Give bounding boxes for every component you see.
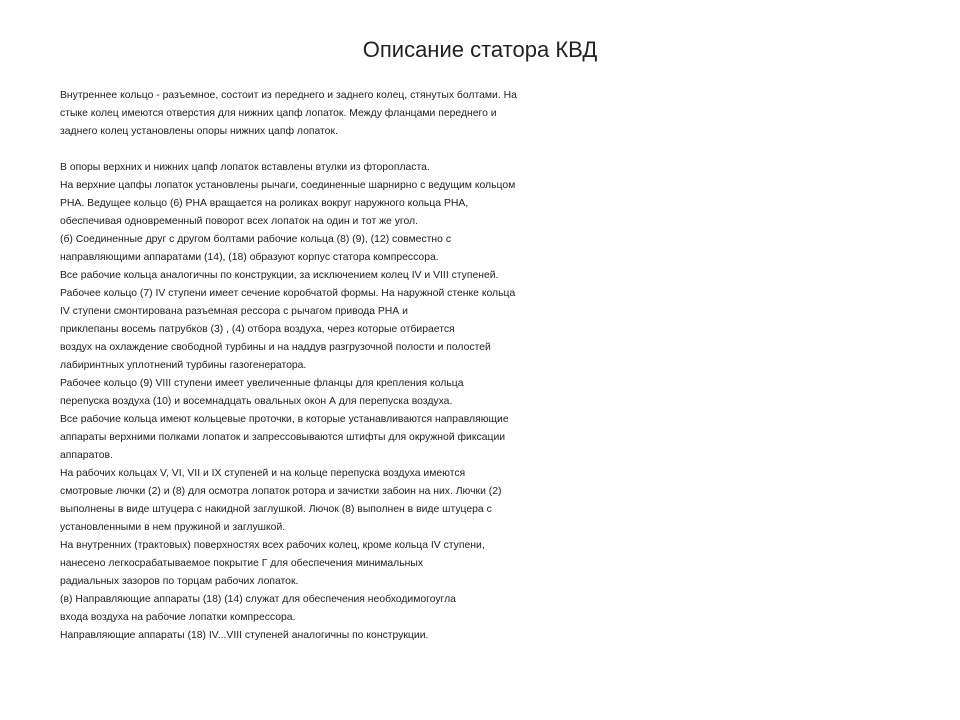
body-line: выполнены в виде штуцера с накидной заглушкой. Лючок (8) выполнен в виде штуцера с [60, 504, 492, 515]
body-line: перепуска воздуха (10) и восемнадцать овальных окон А для перепуска воздуха. [60, 396, 453, 407]
paragraph-spacer [60, 141, 660, 159]
body-line: обеспечивая одновременный поворот всех лопаток на один и тот же угол. [60, 216, 418, 227]
body-line: Направляющие аппараты (18) IV...VIII ступеней аналогичны по конструкции. [60, 630, 429, 641]
body-line: воздух на охлаждение свободной турбины и на наддув разгрузочной полости и полостей [60, 342, 491, 353]
body-line: приклепаны восемь патрубков (3) , (4) отбора воздуха, через которые отбирается [60, 324, 455, 335]
body-line: Рабочее кольцо (9) VIII ступени имеет увеличенные фланцы для крепления кольца [60, 378, 464, 389]
body-line: направляющими аппаратами (14), (18) образуют корпус статора компрессора. [60, 252, 439, 263]
body-line: На внутренних (трактовых) поверхностях всех рабочих колец, кроме кольца IV ступени, [60, 540, 485, 551]
body-line: РНА. Ведущее кольцо (6) РНА вращается на роликах вокруг наружного кольца РНА, [60, 198, 469, 209]
body-line: аппараты верхними полками лопаток и запрессовываются штифты для окружной фиксации [60, 432, 506, 443]
body-line: Все рабочие кольца аналогичны по конструкции, за исключением колец IV и VIII ступеней. [60, 270, 499, 281]
slide-body-text [60, 87, 660, 645]
body-line: В опоры верхних и нижних цапф лопаток вставлены втулки из фторопласта. [60, 162, 430, 173]
body-line: стыке колец имеются отверстия для нижних цапф лопаток. Между фланцами переднего и [60, 108, 497, 119]
body-line: На верхние цапфы лопаток установлены рычаги, соединенные шарнирно с ведущим кольцом [60, 180, 516, 191]
body-line: (б) Соединенные друг с другом болтами рабочие кольца (8) (9), (12) совместно с [60, 234, 452, 245]
body-line: Рабочее кольцо (7) IV ступени имеет сечение коробчатой формы. На наружной стенке кольца [60, 288, 516, 299]
body-line: смотровые лючки (2) и (8) для осмотра лопаток ротора и зачистки забоин на них. Лючки (2) [60, 486, 502, 497]
body-line: На рабочих кольцах V, VI, VII и IX ступеней и на кольце перепуска воздуха имеются [60, 468, 466, 479]
body-line: IV ступени смонтирована разъемная рессора с рычагом привода РНА и [60, 306, 408, 317]
body-line: лабиринтных уплотнений турбины газогенератора. [60, 360, 307, 371]
body-line: радиальных зазоров по торцам рабочих лопаток. [60, 576, 299, 587]
body-line: аппаратов. [60, 450, 113, 461]
body-line: Все рабочие кольца имеют кольцевые проточки, в которые устанавливаются направляющие [60, 414, 509, 425]
body-line: нанесено легкосрабатываемое покрытие Г для обеспечения минимальных [60, 558, 424, 569]
body-line: входа воздуха на рабочие лопатки компрессора. [60, 612, 296, 623]
body-line: (в) Направляющие аппараты (18) (14) служат для обеспечения необходимогоугла [60, 594, 456, 605]
body-line: заднего колец установлены опоры нижних цапф лопаток. [60, 126, 338, 137]
body-line: Внутреннее кольцо - разъемное, состоит из переднего и заднего колец, стянутых болтами. На [60, 90, 517, 101]
slide-title: Описание статора КВД [362, 37, 598, 62]
body-line: установленными в нем пружиной и заглушкой. [60, 522, 286, 533]
